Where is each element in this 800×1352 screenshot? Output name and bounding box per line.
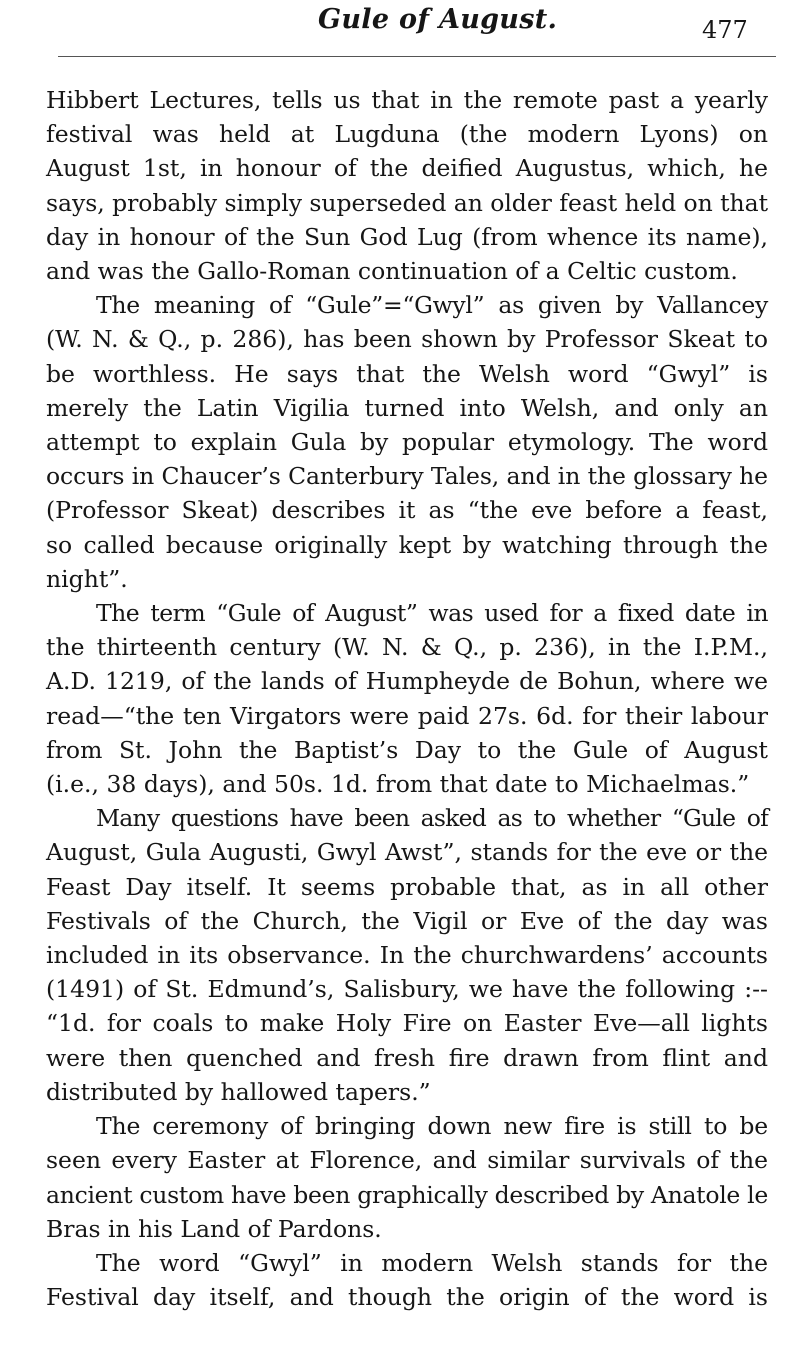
text-line: day in honour of the Sun God Lug (from whence its name), xyxy=(46,222,768,251)
text-line: so called because originally kept by watching through the xyxy=(46,530,768,559)
paragraph-meaning xyxy=(46,288,768,596)
text-line: Festival day itself, and though the origin of the word is xyxy=(46,1283,768,1312)
text-line: distributed by hallowed tapers.” xyxy=(46,1077,431,1106)
paragraph-hibbert xyxy=(46,83,768,288)
paragraph-ceremony xyxy=(46,1109,768,1246)
running-title: Gule of August. xyxy=(318,4,558,35)
text-line: (Professor Skeat) describes it as “the eve before a feast, xyxy=(46,496,768,525)
text-line: (i.e., 38 days), and 50s. 1d. from that date to Michaelmas.” xyxy=(46,770,750,799)
text-line: The term “Gule of August” was used for a fixed date in xyxy=(96,599,768,628)
text-line: A.D. 1219, of the lands of Humpheyde de Bohun, where we xyxy=(46,667,768,696)
text-line: says, probably simply superseded an older feast held on that xyxy=(46,188,768,217)
text-line: Feast Day itself. It seems probable that, as in all other xyxy=(46,872,768,901)
paragraph-term xyxy=(46,596,768,801)
text-line: The ceremony of bringing down new fire is still to be xyxy=(96,1112,768,1141)
text-line: (W. N. & Q., p. 286), has been shown by Professor Skeat to xyxy=(46,325,768,354)
text-line: seen every Easter at Florence, and similar survivals of the xyxy=(46,1146,768,1175)
text-line: occurs in Chaucer’s Canterbury Tales, and in the glossary he xyxy=(46,462,768,491)
text-line: included in its observance. In the churchwardens’ accounts xyxy=(46,941,768,970)
text-line: the thirteenth century (W. N. & Q., p. 236), in the I.P.M., xyxy=(46,633,768,662)
header-rule xyxy=(58,56,776,57)
body-text xyxy=(46,83,768,1314)
text-line: attempt to explain Gula by popular etymology. The word xyxy=(46,428,768,457)
text-line: Hibbert Lectures, tells us that in the remote past a yearly xyxy=(46,86,768,114)
text-line: Many questions have been asked as to whether “Gule of xyxy=(96,804,768,833)
paragraph-gwyl xyxy=(46,1246,768,1314)
text-line: Festivals of the Church, the Vigil or Eve of the day was xyxy=(46,906,768,935)
text-line: festival was held at Lugduna (the modern Lyons) on xyxy=(46,120,768,149)
text-line: August, Gula Augusti, Gwyl Awst”, stands for the eve or the xyxy=(46,838,768,867)
text-line: be worthless. He says that the Welsh word “Gwyl” is xyxy=(46,359,768,388)
page-number: 477 xyxy=(702,16,748,44)
text-line: read—“the ten Virgators were paid 27s. 6d. for their labour xyxy=(46,701,768,730)
paragraph-questions xyxy=(46,801,768,1109)
text-line: and was the Gallo-Roman continuation of a Celtic custom. xyxy=(46,257,738,286)
text-line: “1d. for coals to make Holy Fire on Easter Eve—all lights xyxy=(46,1009,768,1038)
text-line: (1491) of St. Edmund’s, Salisbury, we have the following :-- xyxy=(46,975,768,1004)
text-line: Bras in his Land of Pardons. xyxy=(46,1214,382,1243)
text-line: ancient custom have been graphically described by Anatole le xyxy=(46,1180,768,1209)
text-line: August 1st, in honour of the deified Augustus, which, he xyxy=(46,154,768,183)
text-line: from St. John the Baptist’s Day to the Gule of August xyxy=(46,735,768,764)
text-line: were then quenched and fresh fire drawn from flint and xyxy=(46,1043,768,1072)
text-line: merely the Latin Vigilia turned into Welsh, and only an xyxy=(46,393,768,422)
text-line: The meaning of “Gule”=“Gwyl” as given by Vallancey xyxy=(96,291,768,320)
text-line: The word “Gwyl” in modern Welsh stands for the xyxy=(96,1248,768,1277)
page-header xyxy=(0,0,800,60)
text-line: night”. xyxy=(46,564,128,593)
